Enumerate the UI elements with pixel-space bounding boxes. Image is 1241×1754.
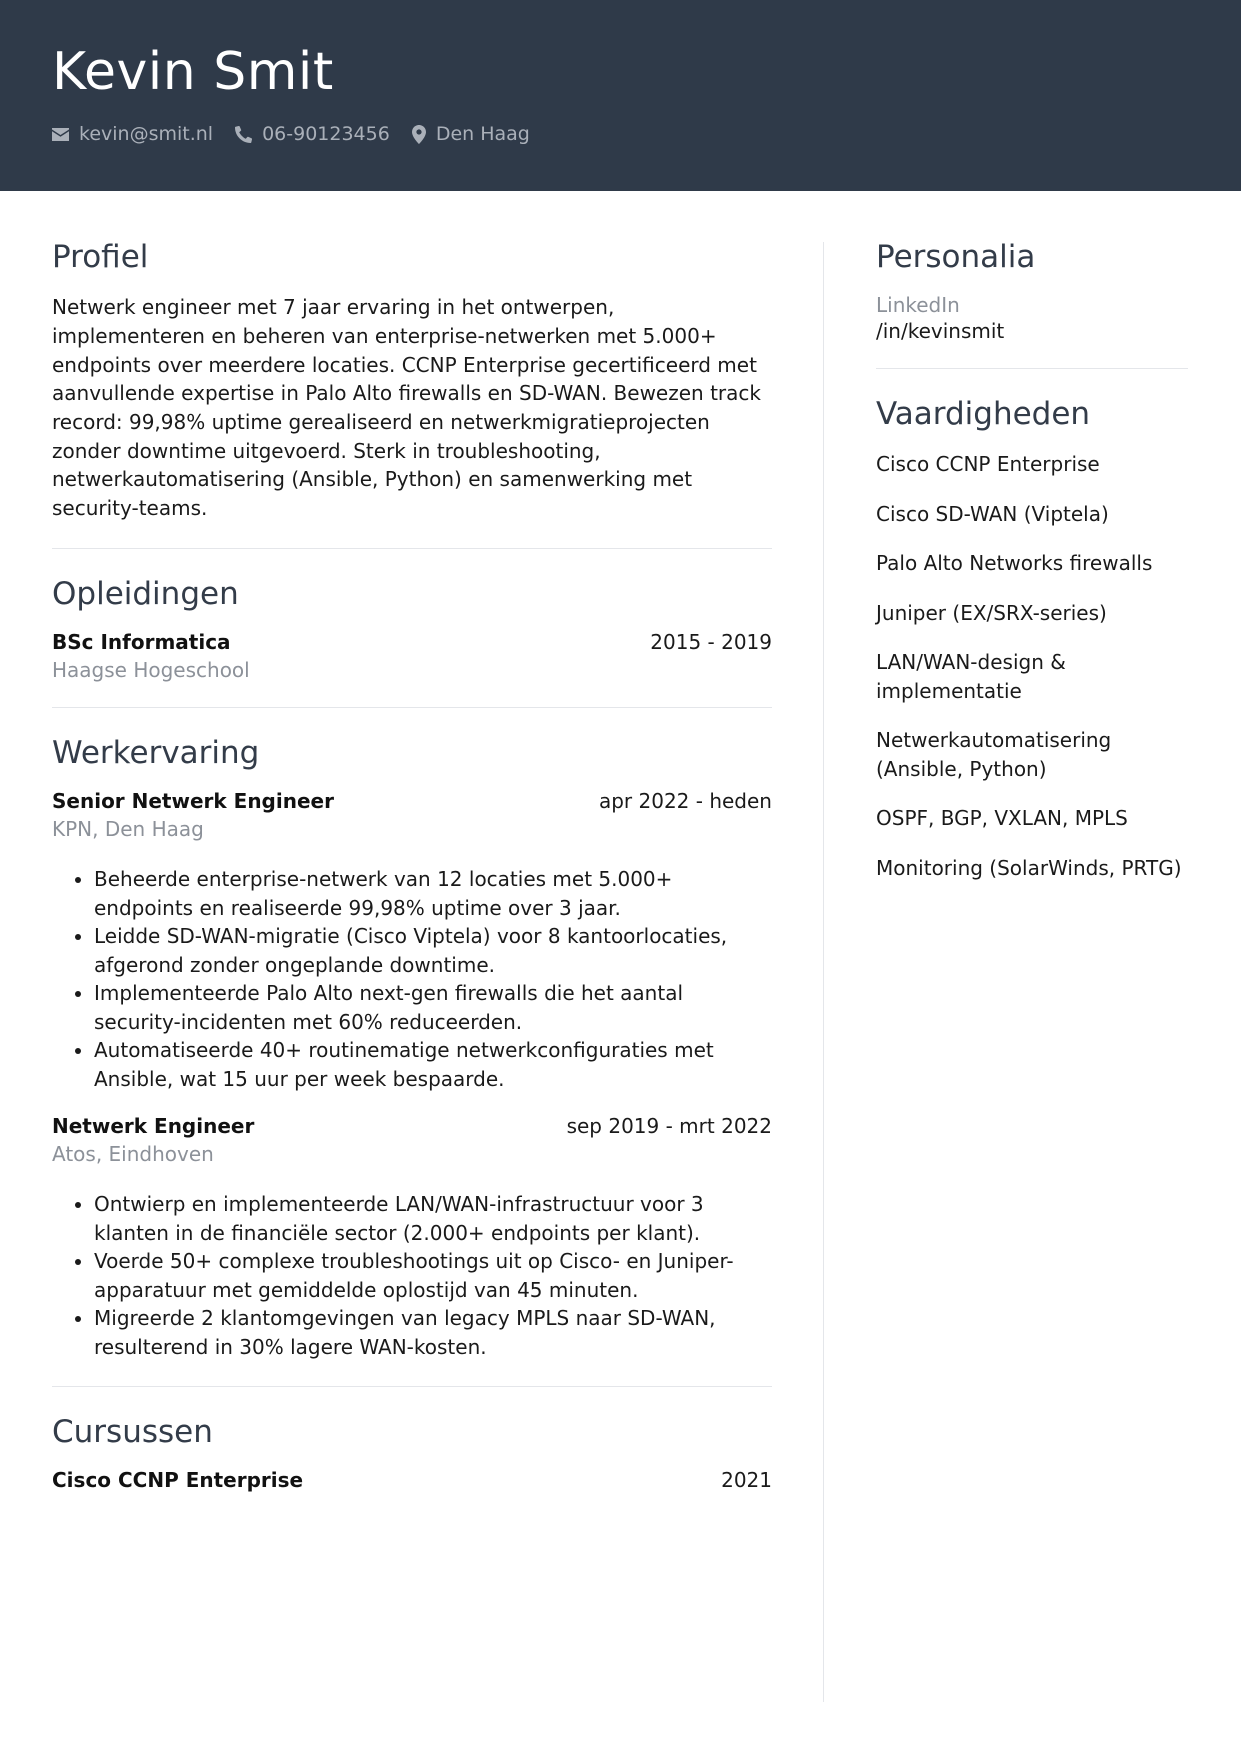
section-divider (52, 707, 772, 708)
list-item: • Leidde SD-WAN-migratie (Cisco Viptela) voor 8 kantoorlocaties, afgerond zonder ongeplande downtime. (94, 922, 772, 979)
email-text: kevin@smit.nl (79, 123, 214, 145)
skills-list (876, 450, 1188, 882)
skills-heading: Vaardigheden (876, 396, 1091, 433)
contact-info (52, 123, 552, 145)
achievement-list (52, 865, 772, 1093)
envelope-icon (52, 128, 79, 141)
list-item: • Voerde 50+ complexe troubleshootings uit op Cisco- en Juniper-apparatuur met gemiddelde oplostijd van 45 minuten. (94, 1247, 772, 1304)
education-heading: Opleidingen (52, 575, 239, 612)
school-name: Haagse Hogeschool (52, 658, 250, 682)
list-item: • Implementeerde Palo Alto next-gen firewalls die het aantal security-incidenten met 60% reduceerden. (94, 979, 772, 1036)
job-title: Senior Netwerk Engineer (52, 789, 334, 814)
job-date: sep 2019 - mrt 2022 (566, 1114, 772, 1139)
experience-entry (52, 789, 772, 1093)
section-divider (52, 1386, 772, 1387)
job-title: Netwerk Engineer (52, 1114, 255, 1139)
experience-section (52, 735, 772, 1361)
experience-entry (52, 1114, 772, 1361)
contact-location (412, 123, 530, 145)
course-name: Cisco CCNP Enterprise (52, 1468, 304, 1493)
section-divider (52, 548, 772, 549)
company-name: Atos, Eindhoven (52, 1142, 214, 1167)
profile-section (52, 239, 772, 523)
phone-icon (235, 126, 262, 143)
experience-heading: Werkervaring (52, 735, 260, 771)
column-divider (823, 242, 824, 1702)
degree-title: BSc Informatica (52, 630, 231, 654)
education-entry (52, 630, 772, 682)
list-item: • Automatiseerde 40+ routinematige netwerkconfiguraties met Ansible, wat 15 uur per week bespaarde. (94, 1036, 772, 1093)
skill-item: Cisco CCNP Enterprise (876, 452, 1100, 477)
company-name: KPN, Den Haag (52, 817, 204, 842)
skill-item: Netwerkautomatisering (Ansible, Python) (876, 728, 1112, 781)
candidate-name: Kevin Smit (52, 42, 334, 102)
linkedin-label: LinkedIn (876, 293, 960, 318)
education-section (52, 576, 772, 682)
list-item: • Beheerde enterprise-netwerk van 12 locaties met 5.000+ endpoints en realiseerde 99,98% uptime over 3 jaar. (94, 865, 772, 922)
location-text: Den Haag (435, 123, 530, 145)
skill-item: Cisco SD-WAN (Viptela) (876, 501, 1109, 526)
list-item: • Migreerde 2 klantomgevingen van legacy MPLS naar SD-WAN, resulterend in 30% lagere WAN-kosten. (94, 1304, 772, 1361)
main-column (52, 239, 772, 1492)
contact-phone[interactable] (235, 123, 390, 145)
skill-item: OSPF, BGP, VXLAN, MPLS (876, 806, 1128, 831)
profile-heading: Profiel (52, 239, 149, 275)
contact-email[interactable] (52, 123, 213, 145)
skill-item: LAN/WAN-design & implementatie (876, 650, 1066, 703)
skills-section (876, 396, 1188, 882)
achievement-list (52, 1190, 772, 1361)
courses-heading: Cursussen (52, 1414, 213, 1451)
job-date: apr 2022 - heden (598, 789, 772, 814)
skill-item: Monitoring (SolarWinds, PRTG) (876, 855, 1182, 880)
personal-heading: Personalia (876, 239, 1036, 275)
section-divider (876, 368, 1188, 369)
course-year: 2021 (721, 1468, 772, 1493)
linkedin-link[interactable]: /in/kevinsmit (876, 319, 1005, 344)
list-item: • Ontwierp en implementeerde LAN/WAN-infrastructuur voor 3 klanten in de financiële sector (2.000+ endpoints per klant). (94, 1190, 772, 1247)
sidebar-column (876, 239, 1188, 903)
education-date: 2015 - 2019 (650, 630, 772, 654)
skill-item: Juniper (EX/SRX-series) (876, 600, 1107, 625)
personal-section (876, 239, 1188, 343)
course-entry (52, 1468, 772, 1492)
courses-section (52, 1414, 772, 1492)
skill-item: Palo Alto Networks firewalls (876, 551, 1153, 576)
location-pin-icon (412, 125, 436, 144)
profile-summary: Netwerk engineer met 7 jaar ervaring in het ontwerpen, implementeren en beheren van enterprise-netwerken met 5.000+ endpoints over meerdere locaties. CCNP Enterprise gecertificeerd met aanvullende expertise in Palo Alto firewalls en SD-WAN. Bewezen track record: 99,98% uptime gerealiseerd en netwerkmigratieprojecten zonder downtime uitgevoerd. Sterk in troubleshooting, netwerkautomatisering (Ansible, Python) en samenwerking met security-teams. (52, 295, 761, 521)
header-banner (0, 0, 1241, 191)
phone-text: 06-90123456 (262, 123, 390, 145)
